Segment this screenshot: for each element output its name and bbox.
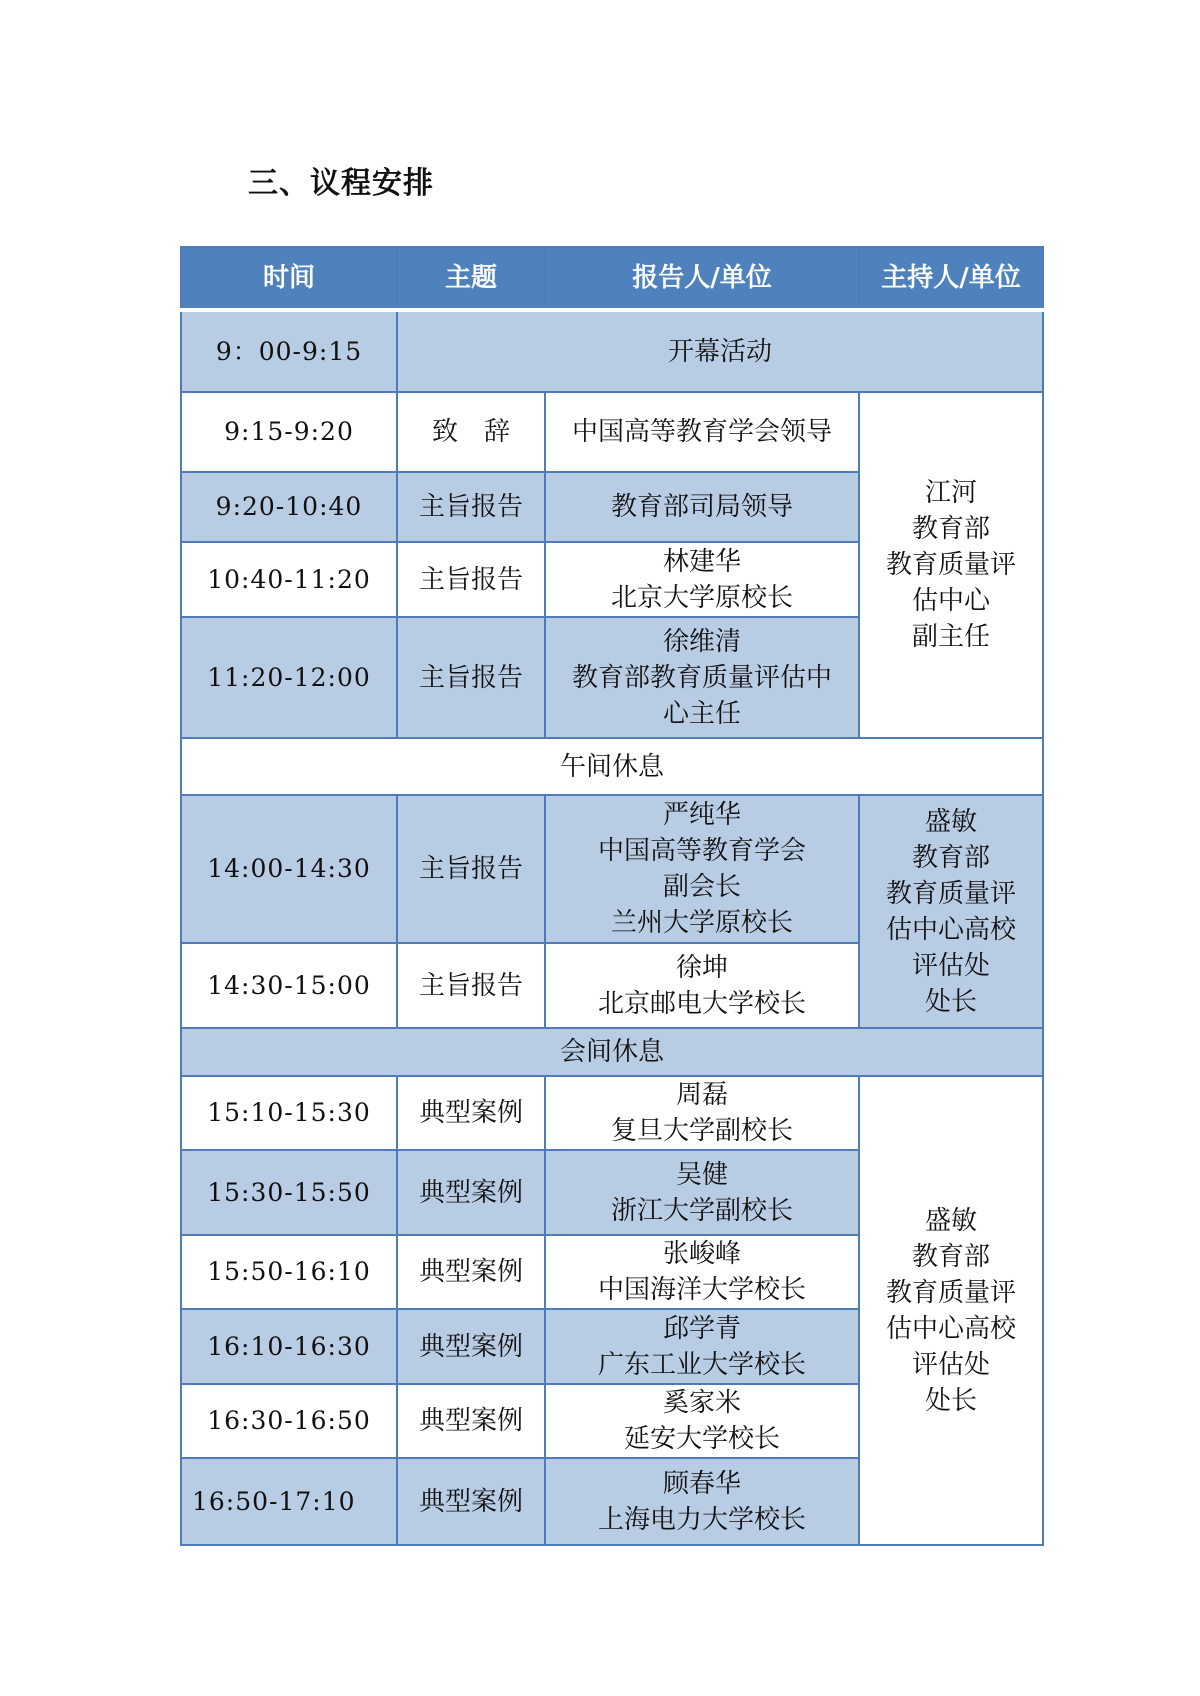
topic-cell: 主旨报告 [397,472,545,542]
topic-cell: 致 辞 [397,392,545,472]
table-row [181,795,1043,943]
time-cell: 14:30-15:00 [181,943,397,1028]
topic-cell: 典型案例 [397,1309,545,1384]
time-cell: 16:10-16:30 [181,1309,397,1384]
speaker-cell: 严纯华 中国高等教育学会 副会长 兰州大学原校长 [545,795,859,943]
time-cell: 9：00-9:15 [181,310,397,392]
host-cell: 江河 教育部 教育质量评 估中心 副主任 [859,392,1043,738]
header-time: 时间 [181,247,397,310]
time-cell: 15:30-15:50 [181,1150,397,1235]
speaker-cell: 中国高等教育学会领导 [545,392,859,472]
speaker-cell: 张峻峰 中国海洋大学校长 [545,1235,859,1309]
time-cell: 9:15-9:20 [181,392,397,472]
topic-cell: 主旨报告 [397,795,545,943]
topic-cell: 主旨报告 [397,943,545,1028]
header-row [181,247,1043,310]
speaker-cell: 奚家米 延安大学校长 [545,1384,859,1458]
topic-cell: 典型案例 [397,1150,545,1235]
time-cell: 14:00-14:30 [181,795,397,943]
opening-cell: 开幕活动 [397,310,1043,392]
speaker-cell: 徐维清 教育部教育质量评估中 心主任 [545,617,859,738]
speaker-cell: 顾春华 上海电力大学校长 [545,1458,859,1545]
recess-break-cell: 会间休息 [181,1028,1043,1076]
time-cell: 10:40-11:20 [181,542,397,617]
time-cell: 11:20-12:00 [181,617,397,738]
speaker-cell: 邱学青 广东工业大学校长 [545,1309,859,1384]
header-host: 主持人/单位 [859,247,1043,310]
host-cell: 盛敏 教育部 教育质量评 估中心高校 评估处 处长 [859,795,1043,1028]
speaker-cell: 林建华 北京大学原校长 [545,542,859,617]
topic-cell: 主旨报告 [397,617,545,738]
topic-cell: 典型案例 [397,1458,545,1545]
speaker-cell: 吴健 浙江大学副校长 [545,1150,859,1235]
time-cell: 16:50-17:10 [181,1458,397,1545]
speaker-cell: 周磊 复旦大学副校长 [545,1076,859,1150]
agenda-table [180,246,1044,1546]
topic-cell: 典型案例 [397,1384,545,1458]
topic-cell: 典型案例 [397,1235,545,1309]
time-cell: 15:10-15:30 [181,1076,397,1150]
time-cell: 9:20-10:40 [181,472,397,542]
table-row [181,392,1043,472]
table-row [181,1076,1043,1150]
table-row [181,738,1043,795]
table-row [181,310,1043,392]
header-speaker: 报告人/单位 [545,247,859,310]
time-cell: 16:30-16:50 [181,1384,397,1458]
lunch-break-cell: 午间休息 [181,738,1043,795]
time-cell: 15:50-16:10 [181,1235,397,1309]
table-row [181,1028,1043,1076]
host-cell: 盛敏 教育部 教育质量评 估中心高校 评估处 处长 [859,1076,1043,1545]
topic-cell: 典型案例 [397,1076,545,1150]
section-heading: 三、议程安排 [248,166,434,201]
topic-cell: 主旨报告 [397,542,545,617]
header-topic: 主题 [397,247,545,310]
speaker-cell: 徐坤 北京邮电大学校长 [545,943,859,1028]
speaker-cell: 教育部司局领导 [545,472,859,542]
